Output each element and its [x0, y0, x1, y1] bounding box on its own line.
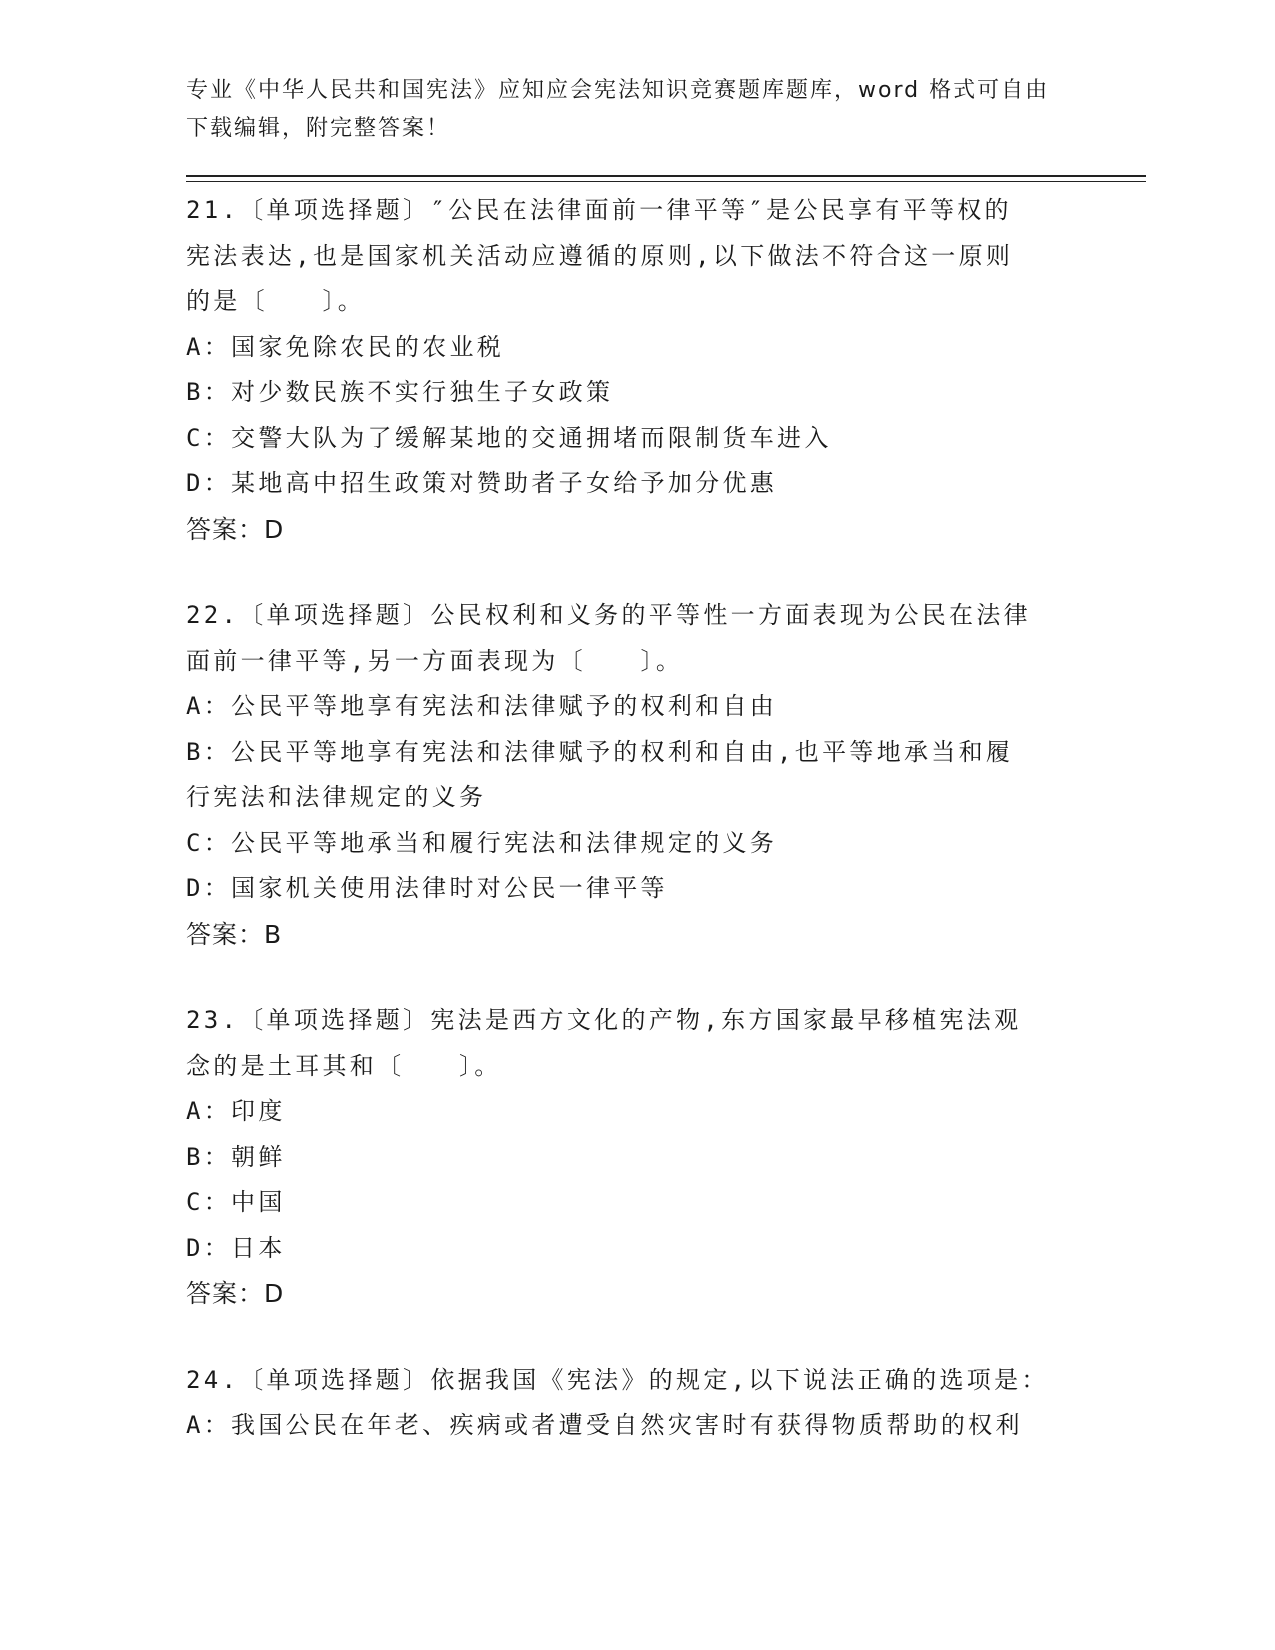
option-line: A：国家免除农民的农业税: [186, 332, 505, 361]
option-line: C：公民平等地承当和履行宪法和法律规定的义务: [186, 828, 778, 857]
option-line: A：我国公民在年老、疾病或者遭受自然灾害时有获得物质帮助的权利: [186, 1411, 1023, 1439]
option-line: B：对少数民族不实行独生子女政策: [186, 378, 614, 406]
option-line: D：某地高中招生政策对赞助者子女给予加分优惠: [186, 469, 778, 497]
question-stem-line: 的是〔 〕。: [186, 287, 366, 315]
option-line: C：交警大队为了缓解某地的交通拥堵而限制货车进入: [186, 423, 832, 452]
question-stem-line: 22.〔单项选择题〕公民权利和义务的平等性一方面表现为公民在法律: [186, 601, 1031, 629]
question-list: [186, 188, 1086, 1490]
question-stem-line: 23.〔单项选择题〕宪法是西方文化的产物,东方国家最早移植宪法观: [186, 1006, 1022, 1034]
question-block: [186, 998, 1086, 1317]
answer-line: 答案：D: [186, 1279, 285, 1308]
header-line-2: 下载编辑，附完整答案！: [186, 116, 451, 141]
question-block: [186, 593, 1086, 957]
option-line: D：国家机关使用法律时对公民一律平等: [186, 874, 668, 902]
header-rule-thick: [186, 175, 1146, 177]
answer-line: 答案：D: [186, 514, 285, 544]
question-stem-line: 21.〔单项选择题〕″公民在法律面前一律平等″是公民享有平等权的: [186, 196, 1012, 224]
header-line-1: 专业《中华人民共和国宪法》应知应会宪法知识竞赛题库题库，word 格式可自由: [186, 78, 1050, 103]
question-block: [186, 1358, 1086, 1449]
answer-line: 答案：B: [186, 919, 283, 949]
question-block: [186, 188, 1086, 552]
option-line: B：朝鲜: [186, 1142, 286, 1171]
option-line: A：公民平等地享有宪法和法律赋予的权利和自由: [186, 692, 778, 720]
question-stem-line: 24.〔单项选择题〕依据我国《宪法》的规定,以下说法正确的选项是：: [186, 1365, 1049, 1394]
option-line: C：中国: [186, 1188, 286, 1216]
question-stem-line: 宪法表达,也是国家机关活动应遵循的原则,以下做法不符合这一原则: [186, 241, 1014, 270]
option-line: A：印度: [186, 1097, 286, 1125]
header-rule-thin: [186, 181, 1146, 182]
option-line: 行宪法和法律规定的义务: [186, 783, 487, 811]
document-header: [186, 72, 1086, 148]
option-line: D：日本: [186, 1233, 286, 1262]
option-line: B：公民平等地享有宪法和法律赋予的权利和自由,也平等地承当和履: [186, 737, 1014, 766]
question-stem-line: 念的是土耳其和〔 〕。: [186, 1051, 502, 1080]
question-stem-line: 面前一律平等,另一方面表现为〔 〕。: [186, 646, 684, 675]
